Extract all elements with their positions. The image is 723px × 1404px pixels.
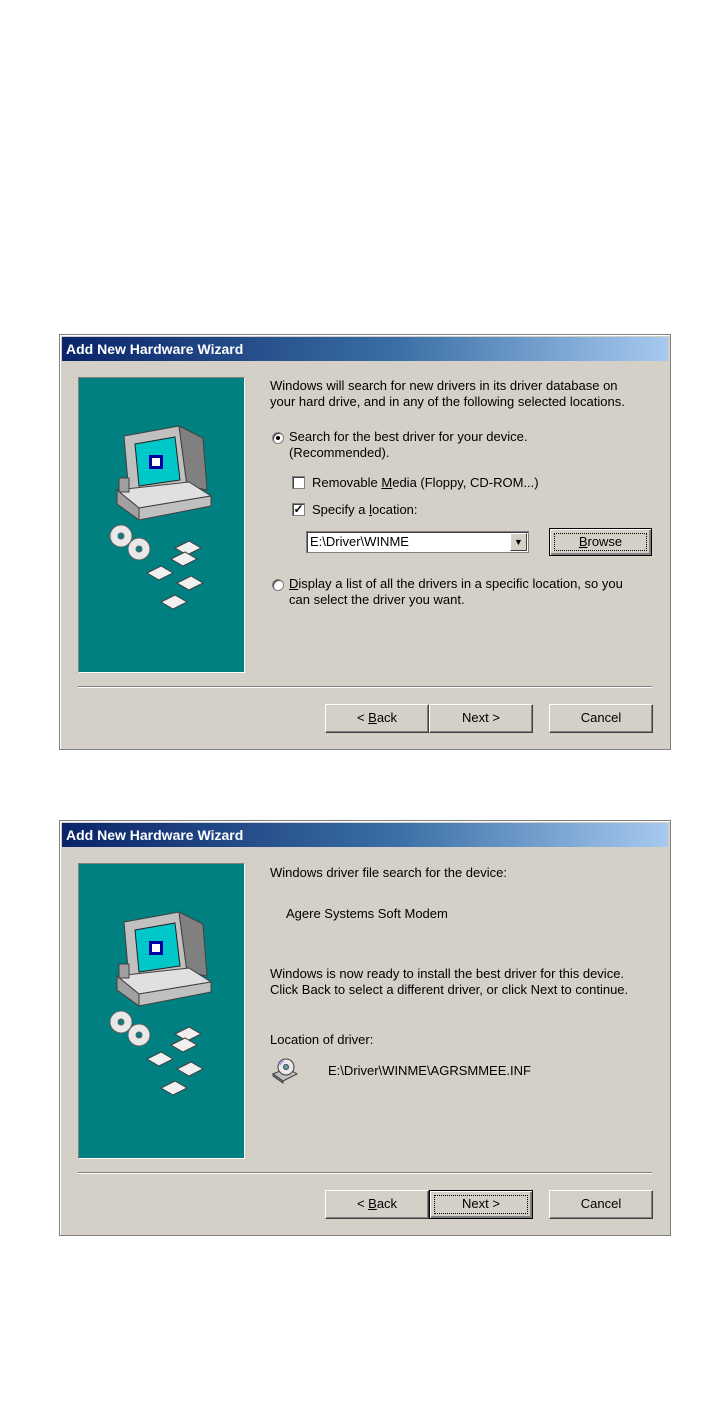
browse-button[interactable]: Browse <box>549 528 652 556</box>
search-best-driver-radio[interactable] <box>272 432 284 444</box>
removable-media-checkbox[interactable] <box>292 476 305 489</box>
location-label: Location of driver: <box>270 1032 374 1047</box>
intro-text-line1: Windows will search for new drivers in its driver database on <box>270 378 618 393</box>
ready-text-line2: Click Back to select a different driver, or click Next to continue. <box>270 982 629 997</box>
display-list-label[interactable]: Display a list of all the drivers in a specific location, so you <box>289 576 623 591</box>
search-best-driver-label[interactable]: Search for the best driver for your device. <box>289 429 528 444</box>
wizard-dialog-search-options <box>59 334 671 750</box>
wizard-illustration <box>78 377 245 673</box>
device-name: Agere Systems Soft Modem <box>286 906 448 921</box>
intro-text-line2: your hard drive, and in any of the following selected locations. <box>270 394 625 409</box>
dropdown-arrow-icon[interactable]: ▼ <box>510 533 527 551</box>
title-bar: Add New Hardware Wizard <box>62 337 668 361</box>
wizard-illustration <box>78 863 245 1159</box>
separator <box>78 1172 652 1174</box>
search-heading: Windows driver file search for the device: <box>270 865 507 880</box>
cancel-button[interactable]: Cancel <box>549 704 653 733</box>
floppy-disk-icons <box>147 541 203 609</box>
title-bar: Add New Hardware Wizard <box>62 823 668 847</box>
cancel-button[interactable]: Cancel <box>549 1190 653 1219</box>
floppy-disk-icons <box>147 1027 203 1095</box>
wizard-dialog-ready-to-install <box>59 820 671 1236</box>
search-best-driver-label-line2: (Recommended). <box>289 445 390 460</box>
ready-text-line1: Windows is now ready to install the best driver for this device. <box>270 966 625 981</box>
removable-media-label[interactable]: Removable Media (Floppy, CD-ROM...) <box>312 475 539 490</box>
next-button[interactable]: Next > <box>429 1190 533 1219</box>
back-button[interactable]: < Back <box>325 1190 429 1219</box>
display-list-label-line2: can select the driver you want. <box>289 592 465 607</box>
display-list-radio[interactable] <box>272 579 284 591</box>
computer-icon <box>117 912 211 1006</box>
specify-location-checkbox[interactable]: ✓ <box>293 502 304 516</box>
separator <box>78 686 652 688</box>
specify-location-label[interactable]: Specify a location: <box>312 502 418 517</box>
back-button[interactable]: < Back <box>325 704 429 733</box>
driver-path: E:\Driver\WINME\AGRSMMEE.INF <box>328 1063 531 1078</box>
next-button[interactable]: Next > <box>429 704 533 733</box>
location-value[interactable]: E:\Driver\WINME <box>310 534 409 549</box>
cd-disc-icon <box>110 1011 150 1046</box>
cd-disc-icon <box>110 525 150 560</box>
computer-icon <box>117 426 211 520</box>
location-combobox[interactable] <box>306 531 529 553</box>
cd-drive-icon <box>271 1056 299 1084</box>
